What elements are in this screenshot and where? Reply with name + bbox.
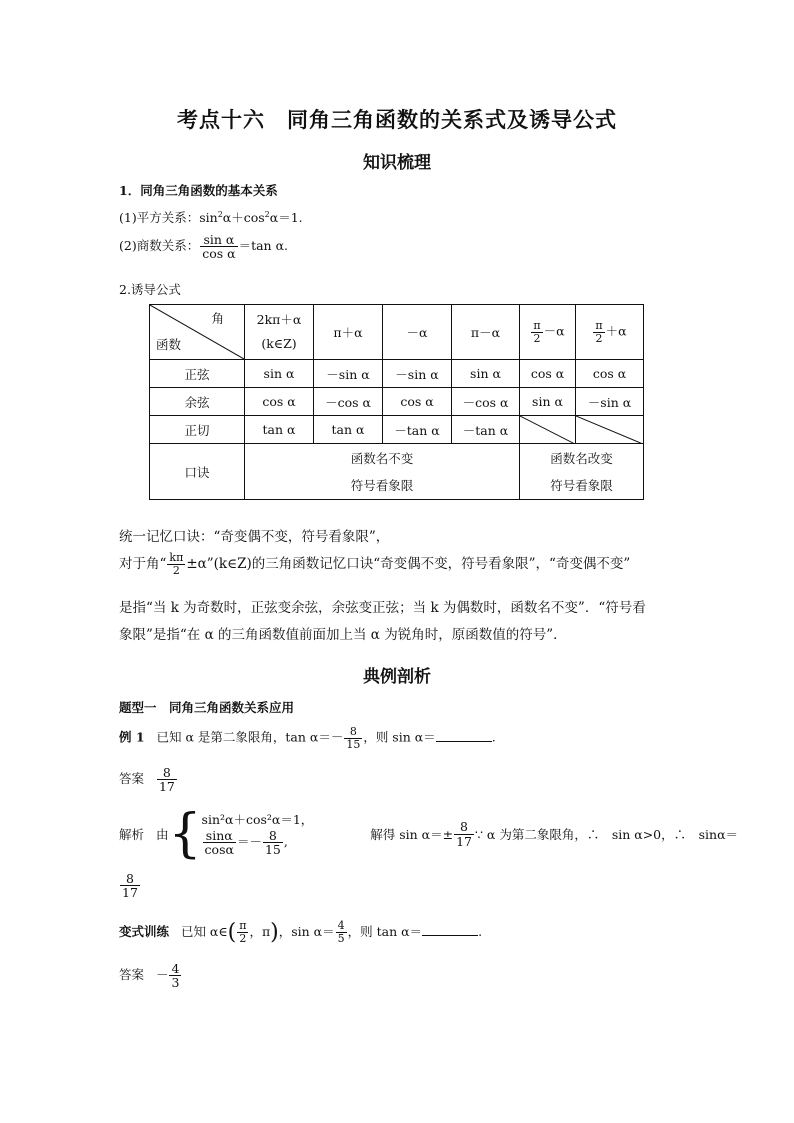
example1: 例 1 已知 α 是第二象限角，tan α＝－ $\frac{8}{15}$ ，则 sin α＝ . xyxy=(119,725,496,751)
answer1: 答案 $\frac{8}{17}$ xyxy=(119,765,175,795)
quotient-relation: (2)商数关系： $\frac{\text{sin α}}{\text{cos α}}$ ＝tan α. xyxy=(119,232,288,262)
answer2: 答案 － $\frac{4}{3}$ xyxy=(119,961,180,991)
solution-label: 解析 xyxy=(119,827,145,842)
solution-result: $\frac{8}{17}$ xyxy=(122,871,138,901)
table-row-tangent: 正切 tan α tan α －tan α －tan α xyxy=(150,416,644,444)
section-heading-knowledge: 知识梳理 xyxy=(363,153,431,173)
quotient-fraction: $\frac{\text{sin α}}{\text{cos α}}$ xyxy=(202,232,236,262)
square-relation: (1)平方关系：$\sin^2\alpha+\cos^2\alpha=1$. xyxy=(119,209,303,225)
solution: 解析 由{ sin²α＋cos²α＝1， $\frac{\sin\alpha}{\cos\alpha}$ ＝－ $\frac{8}{15}$ , 解得 sin α＝± $\frac{8}{17}$ ∵ α 为第二象限角，∴ sin α>0，∴ sinα＝ xyxy=(119,804,739,864)
table-corner-cell: 角 函数 xyxy=(150,305,245,360)
memo-line-2: 对于角“ $\frac{k\pi}{2}$ ±α”(k∈Z)的三角函数记忆口诀“奇变偶不变，符号看象限”，“奇变偶不变” xyxy=(119,551,631,577)
square-relation-label: (1)平方关系： xyxy=(119,210,200,225)
table-row-sine: 正弦 sin α －sin α －sin α sin α cos α cos α xyxy=(150,360,644,388)
equation-system: sin²α＋cos²α＝1， $\frac{\sin\alpha}{\cos\alpha}$ ＝－ $\frac{8}{15}$ , xyxy=(201,812,314,857)
quotient-relation-label: (2)商数关系： xyxy=(119,238,200,254)
variant-exercise: 变式训练 已知 α∈( $\frac{\pi}{2}$ ，π)，sin α＝ $\frac{4}{5}$ ，则 tan α＝ . xyxy=(119,919,483,945)
answer-blank xyxy=(422,923,478,936)
table-row-mnemonic: 口诀 函数名不变 符号看象限 函数名改变 符号看象限 xyxy=(150,444,644,500)
answer-label: 答案 xyxy=(119,771,145,787)
page-title: 考点十六 同角三角函数的关系式及诱导公式 xyxy=(177,107,617,132)
memo-line: 统一记忆口诀：“奇变偶不变，符号看象限”， xyxy=(119,529,390,545)
section-heading-examples: 典例剖析 xyxy=(363,667,431,687)
item2-title: 2.诱导公式 xyxy=(119,282,181,297)
memo-line-4: 象限”是指“在 α 的三角函数值前面加上当 α 为锐角时，原函数值的符号”． xyxy=(119,627,567,643)
variant-label: 变式训练 xyxy=(119,924,170,939)
table-row-cosine: 余弦 cos α －cos α cos α －cos α sin α －sin α xyxy=(150,388,644,416)
table-header-2kpi: 2kπ＋α (k∈Z) xyxy=(245,305,314,360)
table-header-halfpi-minus: $\frac{\pi}{2}$ －α xyxy=(520,305,576,360)
table-header-pi-minus: π－α xyxy=(452,305,520,360)
item1-title: 1．同角三角函数的基本关系 xyxy=(119,183,278,198)
example1-label: 例 1 xyxy=(119,729,145,745)
table-header-pi-plus: π＋α xyxy=(314,305,383,360)
table-header-halfpi-plus: $\frac{\pi}{2}$ ＋α xyxy=(576,305,644,360)
empty-diagonal-cell xyxy=(576,416,644,444)
mnemonic-changed: 函数名改变 符号看象限 xyxy=(520,444,644,500)
answer-label: 答案 xyxy=(119,967,145,983)
left-brace: { xyxy=(168,804,202,864)
mnemonic-unchanged: 函数名不变 符号看象限 xyxy=(245,444,520,500)
answer-blank xyxy=(436,729,492,742)
table-header-neg: －α xyxy=(383,305,452,360)
memo-line-3: 是指“当 k 为奇数时，正弦变余弦，余弦变正弦；当 k 为偶数时，函数名不变”．“符号看 xyxy=(119,600,646,616)
type1-heading: 题型一 同角三角函数关系应用 xyxy=(119,700,295,715)
empty-diagonal-cell xyxy=(520,416,576,444)
induction-formula-table xyxy=(149,304,644,500)
